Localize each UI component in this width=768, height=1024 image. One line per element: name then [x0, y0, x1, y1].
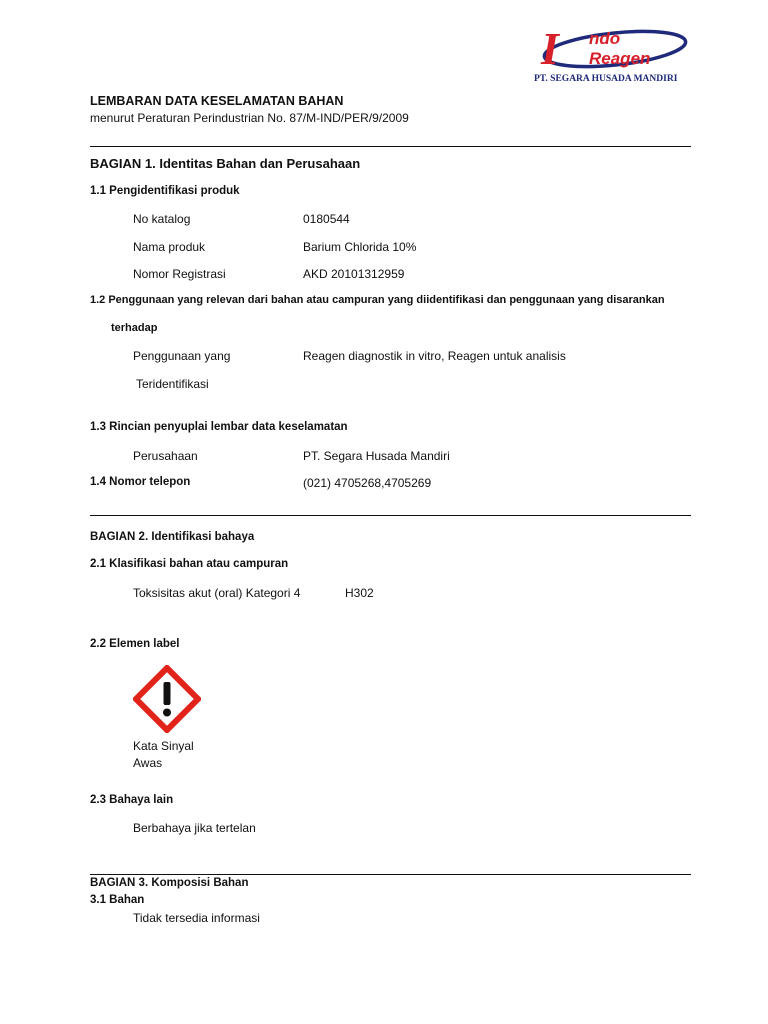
divider	[90, 515, 691, 516]
logo-brand-top: ndo	[589, 29, 621, 48]
document-title: LEMBARAN DATA KESELAMATAN BAHAN	[90, 94, 344, 108]
logo-letter: I	[541, 24, 559, 74]
company-label: Perusahaan	[133, 449, 198, 463]
row-value-catalog: 0180544	[303, 212, 350, 226]
s14-heading: 1.4 Nomor telepon	[90, 476, 191, 488]
logo-company: PT. SEGARA HUSADA MANDIRI	[534, 74, 678, 84]
row-value-product-name: Barium Chlorida 10%	[303, 240, 417, 254]
s13-heading: 1.3 Rincian penyuplai lembar data keselamatan	[90, 421, 348, 433]
s31-heading: 3.1 Bahan	[90, 894, 145, 906]
s12-heading-cont: terhadap	[111, 322, 158, 334]
composition-text: Tidak tersedia informasi	[133, 911, 260, 925]
s11-heading: 1.1 Pengidentifikasi produk	[90, 185, 240, 197]
document-subtitle: menurut Peraturan Perindustrian No. 87/M-IND/PER/9/2009	[90, 111, 409, 125]
row-label-registration: Nomor Registrasi	[133, 267, 226, 281]
row-label-catalog: No katalog	[133, 212, 191, 226]
divider	[90, 146, 691, 147]
row-value-registration: AKD 20101312959	[303, 267, 405, 281]
s22-heading: 2.2 Elemen label	[90, 638, 180, 650]
s21-heading: 2.1 Klasifikasi bahan atau campuran	[90, 558, 289, 570]
section2-heading: BAGIAN 2. Identifikasi bahaya	[90, 531, 255, 543]
usage-value: Reagen diagnostik in vitro, Reagen untuk analisis	[303, 349, 566, 363]
divider	[90, 874, 691, 875]
other-hazard-text: Berbahaya jika tertelan	[133, 821, 256, 835]
company-value: PT. Segara Husada Mandiri	[303, 449, 450, 463]
signal-label: Kata Sinyal	[133, 739, 194, 753]
s23-heading: 2.3 Bahaya lain	[90, 794, 174, 806]
phone-value: (021) 4705268,4705269	[303, 476, 432, 490]
hazard-code: H302	[345, 586, 374, 600]
logo-brand-bottom: Reagen	[589, 49, 651, 68]
section1-heading: BAGIAN 1. Identitas Bahan dan Perusahaan	[90, 156, 361, 171]
usage-label-cont: Teridentifikasi	[136, 377, 209, 391]
row-label-product-name: Nama produk	[133, 240, 206, 254]
section3-heading: BAGIAN 3. Komposisi Bahan	[90, 877, 249, 889]
classification-text: Toksisitas akut (oral) Kategori 4	[133, 586, 301, 600]
ghs-exclamation-mark-icon	[133, 665, 201, 733]
s12-heading: 1.2 Penggunaan yang relevan dari bahan atau campuran yang diidentifikasi dan penggunaan yang disarankan	[90, 294, 665, 306]
signal-word: Awas	[133, 756, 163, 770]
usage-label: Penggunaan yang	[133, 349, 231, 363]
indo-reagen-logo	[533, 24, 691, 86]
